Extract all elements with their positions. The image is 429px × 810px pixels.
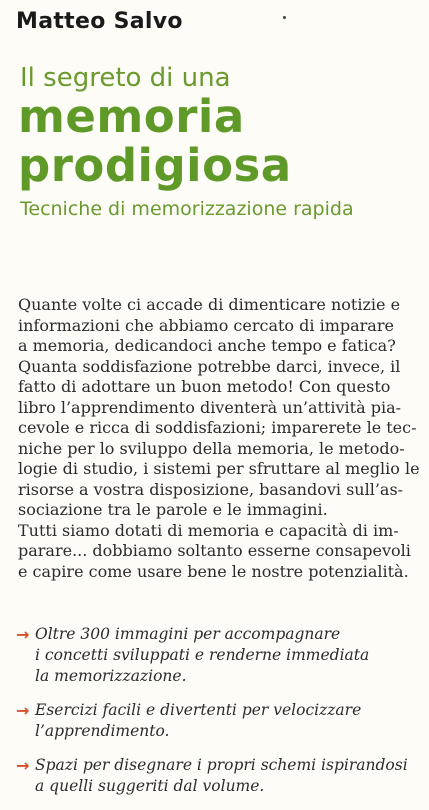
description-line: informazioni che abbiamo cercato di imparare (18, 315, 394, 335)
feature-item (16, 700, 421, 742)
feature-item (16, 755, 421, 797)
description-line: Quante volte ci accade di dimenticare notizie e (18, 295, 401, 314)
description-line: Tutti siamo dotati di memoria e capacità di im- (18, 520, 399, 540)
book-title (18, 92, 292, 190)
feature-text (35, 624, 369, 687)
feature-line: l’apprendimento. (35, 722, 170, 740)
feature-line: Esercizi facili e divertenti per velocizzare (35, 701, 362, 719)
feature-line: la memorizzazione. (35, 667, 187, 685)
feature-line: Oltre 300 immagini per accompagnare (35, 625, 341, 643)
author-name: Matteo Salvo (16, 9, 183, 34)
description-line: fatto di adottare un buon metodo! Con questo (18, 377, 391, 396)
description-line: e capire come usare bene le nostre potenzialità. (18, 561, 409, 581)
feature-line: a quelli suggeriti dal volume. (35, 777, 265, 795)
arrow-right-icon: → (16, 756, 30, 775)
feature-item (16, 624, 421, 687)
description-line: a memoria, dedicandoci anche tempo e fatica? (18, 336, 396, 355)
pretitle: Il segreto di una (20, 63, 231, 93)
feature-text (35, 700, 361, 742)
description-line: Quanta soddisfazione potrebbe darci, invece, il (18, 356, 401, 376)
feature-text (35, 755, 408, 797)
description-line: sociazione tra le parole e le immagini. (18, 500, 328, 519)
description (18, 295, 418, 582)
description-line: parare... dobbiamo soltanto esserne consapevoli (18, 541, 411, 560)
description-line: risorse a vostra disposizione, basandovi sull’as- (18, 479, 404, 499)
speck-dot (283, 16, 286, 19)
title-line: memoria (18, 90, 245, 143)
description-line: logie di studio, i sistemi per sfruttare al meglio le (18, 459, 420, 478)
arrow-right-icon: → (16, 625, 30, 644)
feature-line: i concetti sviluppati e renderne immediata (35, 646, 370, 664)
arrow-right-icon: → (16, 701, 30, 720)
description-line: niche per lo sviluppo della memoria, le metodo- (18, 438, 405, 458)
feature-line: Spazi per disegnare i propri schemi ispirandosi (35, 756, 408, 774)
description-line: libro l’apprendimento diventerà un’attività pia- (18, 397, 402, 417)
title-line: prodigiosa (18, 139, 292, 192)
feature-list (16, 624, 421, 810)
description-line: cevole e ricca di soddisfazioni; imparerete le tec- (18, 418, 417, 437)
subtitle: Tecniche di memorizzazione rapida (20, 198, 354, 220)
